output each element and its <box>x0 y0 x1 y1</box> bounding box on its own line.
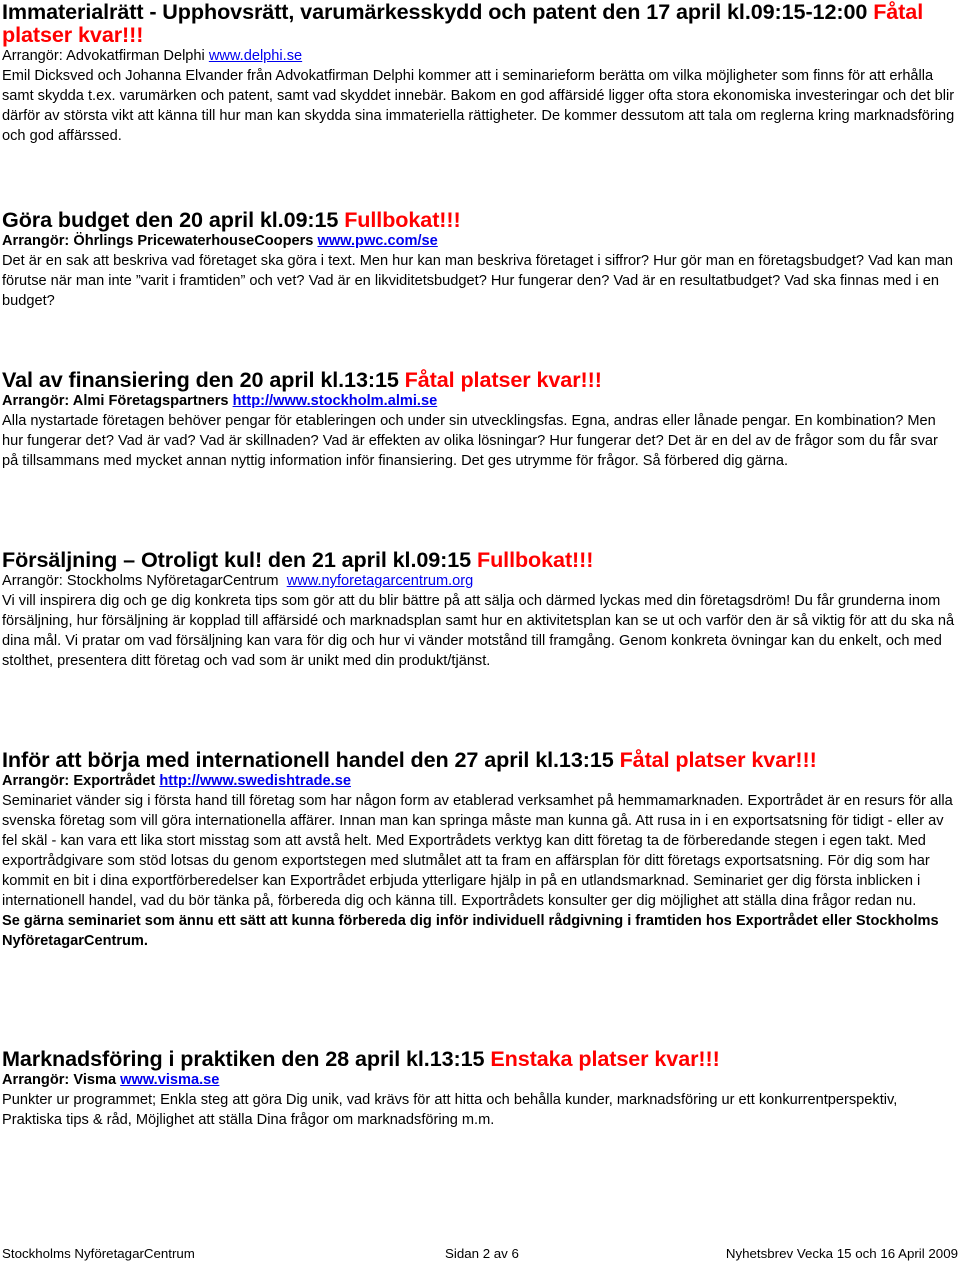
seminar-status: Fåtal platser kvar!!! <box>619 747 817 772</box>
seminar-description: Alla nystartade företagen behöver pengar för etableringen och under sin utvecklingsfas. Egna, andras eller lånade pengar. En kombination? Men hur fungerar det? Vad är vad? Vad är skillnaden? Vad är effekten av olika lösningar? Hur fungerar det? Det är en del av de frågor som du får svar på tillsammans med mycket annan nyttig information inför finansiering. Det ges utrymme för frågor. Så förbered dig gärna. <box>2 413 938 469</box>
seminar-title <box>2 748 956 771</box>
seminar-title-main: Immaterialrätt - Upphovsrätt, varumärkesskydd och patent den 17 april kl.09:15-12:00 <box>2 0 874 24</box>
seminar-title-main: Försäljning – Otroligt kul! den 21 april kl.09:15 <box>2 547 477 572</box>
seminar-organizer <box>2 771 956 791</box>
seminar-status: Fullbokat!!! <box>344 207 461 232</box>
footer-page-number: Sidan 2 av 6 <box>445 1246 519 1261</box>
organizer-link[interactable]: www.nyforetagarcentrum.org <box>286 573 474 589</box>
footer-organization: Stockholms NyföretagarCentrum <box>2 1246 195 1261</box>
seminar-status: Fåtal platser kvar!!! <box>2 0 924 47</box>
seminar-title-main: Marknadsföring i praktiken den 28 april kl.13:15 <box>2 1046 491 1071</box>
organizer-label: Arrangör: Advokatfirman Delphi <box>2 48 209 64</box>
organizer-link[interactable]: http://www.swedishtrade.se <box>159 773 351 789</box>
seminar-marknadsforing <box>2 1047 956 1130</box>
organizer-link[interactable]: www.visma.se <box>120 1072 220 1088</box>
seminar-title-main: Inför att börja med internationell handel den 27 april kl.13:15 <box>2 747 620 772</box>
organizer-link[interactable]: www.pwc.com/se <box>317 233 438 249</box>
organizer-label: Arrangör: Stockholms NyföretagarCentrum <box>2 573 287 589</box>
seminar-status: Fåtal platser kvar!!! <box>404 367 602 392</box>
organizer-label: Arrangör: Exportrådet <box>2 773 160 789</box>
seminar-organizer <box>2 231 956 251</box>
seminar-title <box>2 1047 956 1070</box>
page-footer <box>2 1246 960 1262</box>
organizer-link[interactable]: http://www.stockholm.almi.se <box>232 393 438 409</box>
seminar-finansiering <box>2 368 956 471</box>
organizer-link[interactable]: www.delphi.se <box>208 48 303 64</box>
seminar-note: Se gärna seminariet som ännu ett sätt att kunna förbereda dig inför individuell rådgivning i framtiden hos Exportrådet eller Stockholms NyföretagarCentrum. <box>2 913 939 949</box>
seminar-description: Vi vill inspirera dig och ge dig konkreta tips som gör att du blir bättre på att sälja och därmed lyckas med din företagsdröm! Du får grunderna inom försäljning, hur försäljning är kopplad till affärsidé och marknadsplan samt hur en aktivitetsplan kan se ut och varför den är så viktig för att du ska nå dina mål. Vi pratar om vad försäljning kan vara för dig och hur vi vänder motstånd till framgång. Genom konkreta övningar kan du enkelt, och med stolthet, presentera ditt företag och vad som är unikt med din produkt/tjänst. <box>2 593 955 669</box>
seminar-status: Enstaka platser kvar!!! <box>490 1046 720 1071</box>
seminar-title <box>2 208 956 231</box>
organizer-label: Arrangör: Almi Företagspartners <box>2 393 233 409</box>
seminar-description: Emil Dicksved och Johanna Elvander från Advokatfirman Delphi kommer att i seminarieform berätta om vilka möjligheter som finns för att erhålla samt skydda t.ex. varumärken och patent, samt vad skyddet innebär. Bakom en god affärsidé ligger ofta stora ekonomiska investeringar och det blir därför av största vikt att känna till hur man kan skydda sina immateriella rättigheter. De kommer dessutom att tala om reglerna kring marknadsföring och god affärssed. <box>2 68 955 144</box>
seminar-title-main: Val av finansiering den 20 april kl.13:15 <box>2 367 405 392</box>
seminar-title-main: Göra budget den 20 april kl.09:15 <box>2 207 345 232</box>
seminar-budget <box>2 208 956 311</box>
seminar-organizer <box>2 1070 956 1090</box>
seminar-title <box>2 0 956 46</box>
organizer-label: Arrangör: Öhrlings PricewaterhouseCoopers <box>2 233 318 249</box>
seminar-status: Fullbokat!!! <box>476 547 594 572</box>
seminar-title <box>2 548 956 571</box>
seminar-organizer <box>2 46 956 66</box>
seminar-description: Seminariet vänder sig i första hand till företag som har någon form av etablerad verksamhet på hemmamarknaden. Exportrådet är en resurs för alla svenska företag som vill göra internationella affärer. Innan man kan springa måste man kunna gå. Att rusa in i en exportsatsning för tidigt - eller av fel skäl - kan vara ett lika stort misstag som att avstå helt. Med Exportrådets verktyg kan ditt företag ta de förberedande stegen i egen takt. Med exportrådgivare som stöd lotsas du genom exportstegen med slutmålet att ta fram en affärsplan för ditt företags exportsatsning. För dig som har kommit en bit i dina exportförberedelser kan Exportrådet erbjuda ytterligare hjälp in på en utlandsmarknad. Seminariet ger dig första inblicken i internationell handel, vad du bör tänka på, förbereda dig och känna till. Exportrådets konsulter ger dig möjlighet att ställa dina frågor redan nu. <box>2 793 953 909</box>
seminar-forsaljning <box>2 548 956 671</box>
seminar-organizer <box>2 571 956 591</box>
seminar-description: Punkter ur programmet; Enkla steg att göra Dig unik, vad krävs för att hitta och behålla kunder, marknadsföring ur ett konkurrentperspektiv, Praktiska tips & råd, Möjlighet att ställa Dina frågor om marknadsföring m.m. <box>2 1092 898 1128</box>
seminar-internationell-handel <box>2 748 956 951</box>
seminar-organizer <box>2 391 956 411</box>
seminar-immaterialratt <box>2 0 956 146</box>
footer-newsletter-issue: Nyhetsbrev Vecka 15 och 16 April 2009 <box>725 1246 958 1261</box>
organizer-label: Arrangör: Visma <box>2 1072 121 1088</box>
seminar-title <box>2 368 956 391</box>
seminar-description: Det är en sak att beskriva vad företaget ska göra i text. Men hur kan man beskriva företaget i siffror? Hur gör man en företagsbudget? Vad kan man förutse när man inte ”varit i framtiden” och vet? Vad är en likviditetsbudget? Hur fungerar den? Vad är en resultatbudget? Vad ska finnas med i en budget? <box>2 253 953 309</box>
